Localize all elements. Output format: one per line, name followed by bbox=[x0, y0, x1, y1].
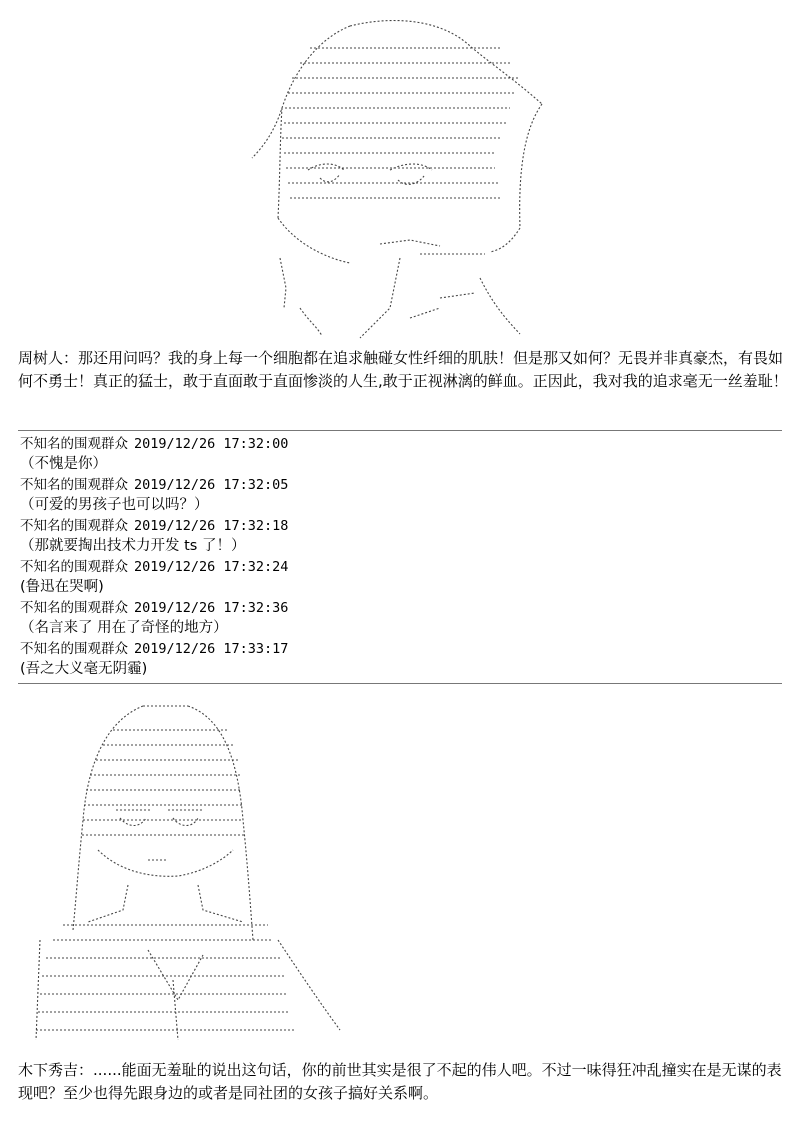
comment-item bbox=[20, 434, 780, 475]
comment-item bbox=[20, 475, 780, 516]
comment-text: （不愧是你） bbox=[20, 456, 107, 472]
comment-time: 2019/12/26 17:33:17 bbox=[134, 641, 289, 657]
speaker-name: 木下秀吉 bbox=[18, 1061, 79, 1079]
dialogue-kinoshita-hideyoshi bbox=[18, 1059, 788, 1105]
dialogue-text: ：那还用问吗？我的身上每一个细胞都在追求触碰女性纤细的肌肤！但是那又如何？无畏并非真豪杰，有畏如何不勇士！真正的猛士，敢于直面敢于直面惨淡的人生,敢于正视淋漓的鲜血。正因此，我对我的追求毫无一丝羞耻！ bbox=[18, 349, 788, 390]
comment-time: 2019/12/26 17:32:36 bbox=[134, 600, 289, 616]
comment-item bbox=[20, 557, 780, 598]
comment-time: 2019/12/26 17:32:18 bbox=[134, 518, 289, 534]
man-portrait-art bbox=[240, 8, 560, 340]
comment-item bbox=[20, 639, 780, 680]
dialogue-text: ：......能面无羞耻的说出这句话，你的前世其实是很了不起的伟人吧。不过一味得狂冲乱撞实在是无谋的表现吧？至少也得先跟身边的或者是同社团的女孩子搞好关系啊。 bbox=[18, 1061, 782, 1102]
comment-user: 不知名的围观群众 bbox=[20, 600, 128, 616]
comment-item bbox=[20, 598, 780, 639]
comment-text: （名言来了 用在了奇怪的地方） bbox=[20, 620, 228, 636]
comment-user: 不知名的围观群众 bbox=[20, 641, 128, 657]
divider-bottom bbox=[18, 683, 782, 684]
comment-text: (吾之大义毫无阴霾) bbox=[20, 661, 148, 677]
comment-item bbox=[20, 516, 780, 557]
comment-text: （那就要掏出技术力开发 ts 了！） bbox=[20, 538, 246, 554]
comment-time: 2019/12/26 17:32:24 bbox=[134, 559, 289, 575]
speaker-name: 周树人 bbox=[18, 349, 64, 367]
comment-user: 不知名的围观群众 bbox=[20, 518, 128, 534]
divider-top bbox=[18, 430, 782, 431]
comment-time: 2019/12/26 17:32:00 bbox=[134, 436, 289, 452]
comment-list bbox=[20, 434, 780, 680]
comment-text: (鲁迅在哭啊) bbox=[20, 579, 104, 595]
comment-time: 2019/12/26 17:32:05 bbox=[134, 477, 289, 493]
comment-user: 不知名的围观群众 bbox=[20, 477, 128, 493]
ascii-art-top bbox=[240, 8, 560, 340]
girl-portrait-art bbox=[28, 700, 348, 1050]
dialogue-zhou-shuren bbox=[18, 347, 788, 393]
comment-user: 不知名的围观群众 bbox=[20, 436, 128, 452]
comment-text: （可爱的男孩子也可以吗？） bbox=[20, 497, 209, 513]
ascii-art-bottom bbox=[28, 700, 348, 1050]
comment-user: 不知名的围观群众 bbox=[20, 559, 128, 575]
